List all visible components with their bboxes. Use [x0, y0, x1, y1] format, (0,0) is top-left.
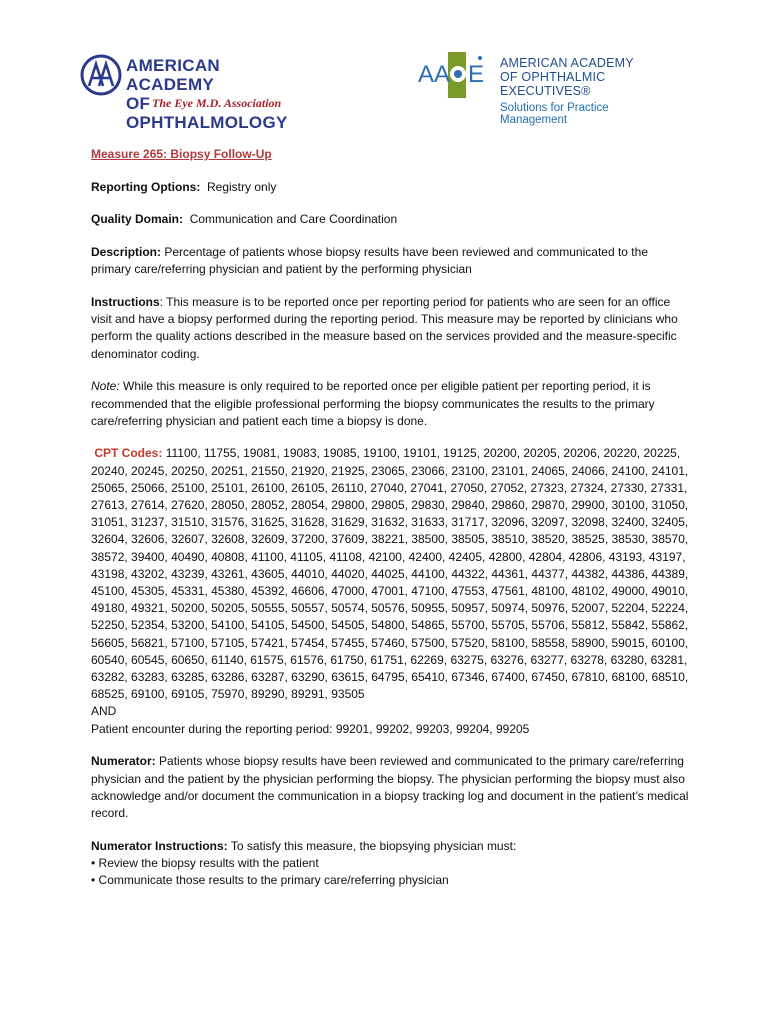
aaoe-tagline: Solutions for Practice Management	[500, 102, 609, 126]
cpt-codes-label: CPT Codes:	[94, 446, 163, 461]
numerator-bullets	[91, 855, 691, 889]
aao-name	[126, 56, 310, 132]
note-text: While this measure is only required to be reported once per eligible patient per reporting period, it is recommended that the eligible professional performing the biopsy communicates the results to the primary care/referring physician and patient each time a biopsy is done.	[91, 379, 655, 428]
cpt-codes-block	[91, 445, 691, 737]
aao-logo	[80, 54, 310, 132]
aaoe-name-line1: AMERICAN ACADEMY	[500, 56, 634, 70]
description-text: Percentage of patients whose biopsy results have been reviewed and communicated to the primary care/referring physician and patient by the performing physician	[91, 245, 648, 277]
quality-domain	[91, 211, 691, 228]
aao-eye-icon	[80, 54, 122, 96]
instructions-text: : This measure is to be reported once per reporting period for patients who are seen for an office visit and have a biopsy performed during the reporting period. This measure may be reported by clinicians who perform the quality actions described in the measure based on the services provided and the measure-specific denominator coding.	[91, 295, 678, 361]
note-label: Note:	[91, 379, 120, 394]
numerator-label: Numerator:	[91, 754, 156, 769]
quality-domain-value: Communication and Care Coordination	[189, 212, 398, 227]
aaoe-name	[500, 56, 678, 126]
aaoe-logo	[418, 52, 678, 126]
cpt-codes	[91, 445, 691, 703]
reporting-options-value: Registry only	[207, 179, 277, 194]
quality-domain-label: Quality Domain:	[91, 212, 184, 227]
aao-tagline: The Eye M.D. Association	[152, 96, 282, 110]
numerator-instructions	[91, 838, 691, 890]
and-text: AND	[91, 704, 117, 719]
encounter-codes: Patient encounter during the reporting period: 99201, 99202, 99203, 99204, 99205	[91, 721, 530, 736]
numerator-instructions-text: To satisfy this measure, the biopsying physician must:	[230, 838, 517, 853]
description	[91, 244, 691, 278]
svg-text:AA: AA	[418, 61, 451, 88]
aaoe-mark-icon	[418, 52, 486, 98]
numerator-text: Patients whose biopsy results have been reviewed and communicated to the primary care/referring physician and the patient by the physician performing the biopsy. The physician performing the biopsy must also acknowledge and/or document the communication in a biopsy tracking log and document in the patient’s medical record.	[91, 754, 689, 820]
numerator	[91, 753, 691, 822]
measure-content	[91, 146, 691, 889]
list-item: • Review the biopsy results with the patient	[91, 855, 319, 870]
measure-title: Measure 265: Biopsy Follow-Up	[91, 147, 272, 161]
reporting-options	[91, 179, 691, 196]
numerator-instructions-label: Numerator Instructions:	[91, 838, 228, 853]
aao-name-line1: AMERICAN ACADEMY	[126, 56, 221, 94]
note	[91, 378, 691, 430]
reporting-options-label: Reporting Options:	[91, 179, 201, 194]
svg-text:E: E	[468, 61, 485, 88]
cpt-codes-list: 11100, 11755, 19081, 19083, 19085, 19100, 19101, 19125, 20200, 20205, 20206, 20220, 20225, 20240, 20245, 20250, 20251, 21550, 21920, 21925, 23065, 23066, 23100, 23101, 24065, 24066, 24100, 24101, 25065, 25066, 25100, 25101, 26100, 26105, 26110, 27040, 27041, 27050, 27052, 27323, 27324, 27330, 27331, 27613, 27614, 27620, 28050, 28052, 28054, 29800, 29805, 29830, 29840, 29860, 29870, 29900, 30100, 31050, 31051, 31237, 31510, 31576, 31625, 31628, 31629, 31632, 31633, 31717, 32096, 32097, 32098, 32400, 32405, 32604, 32606, 32607, 32608, 32609, 37200, 37609, 38221, 38500, 38505, 38510, 38520, 38525, 38530, 38570, 38572, 39400, 40490, 40808, 41100, 41105, 41108, 42100, 42400, 42405, 42800, 42804, 42806, 43193, 43197, 43198, 43202, 43239, 43261, 43605, 44010, 44020, 44025, 44100, 44322, 44361, 44377, 44382, 44386, 44389, 45100, 45305, 45331, 45380, 45392, 46606, 47000, 47001, 47100, 47553, 47561, 48100, 48102, 49000, 49010, 49180, 49321, 50200, 50205, 50555, 50557, 50574, 50576, 50955, 50957, 50974, 50976, 52007, 52204, 52224, 52250, 52354, 53200, 54100, 54105, 54500, 54505, 54800, 54865, 55700, 55705, 55706, 55812, 55842, 55862, 56605, 56821, 57100, 57105, 57421, 57454, 57455, 57460, 57500, 57520, 58100, 58558, 58900, 59015, 60100, 60540, 60545, 60650, 61140, 61575, 61576, 61750, 61751, 62269, 63275, 63276, 63277, 63278, 63280, 63281, 63282, 63283, 63285, 63286, 63287, 63290, 63615, 64795, 65410, 67346, 67400, 67450, 67810, 68100, 68510, 68525, 69100, 69105, 75970, 89290, 89291, 93505	[91, 446, 689, 702]
description-label: Description:	[91, 245, 162, 260]
list-item: • Communicate those results to the primary care/referring physician	[91, 873, 449, 888]
aaoe-name-line2: OF OPHTHALMIC EXECUTIVES®	[500, 70, 606, 98]
instructions-label: Instructions	[91, 295, 160, 310]
instructions	[91, 294, 691, 363]
aao-name-line2: OF OPHTHALMOLOGY	[126, 94, 288, 132]
